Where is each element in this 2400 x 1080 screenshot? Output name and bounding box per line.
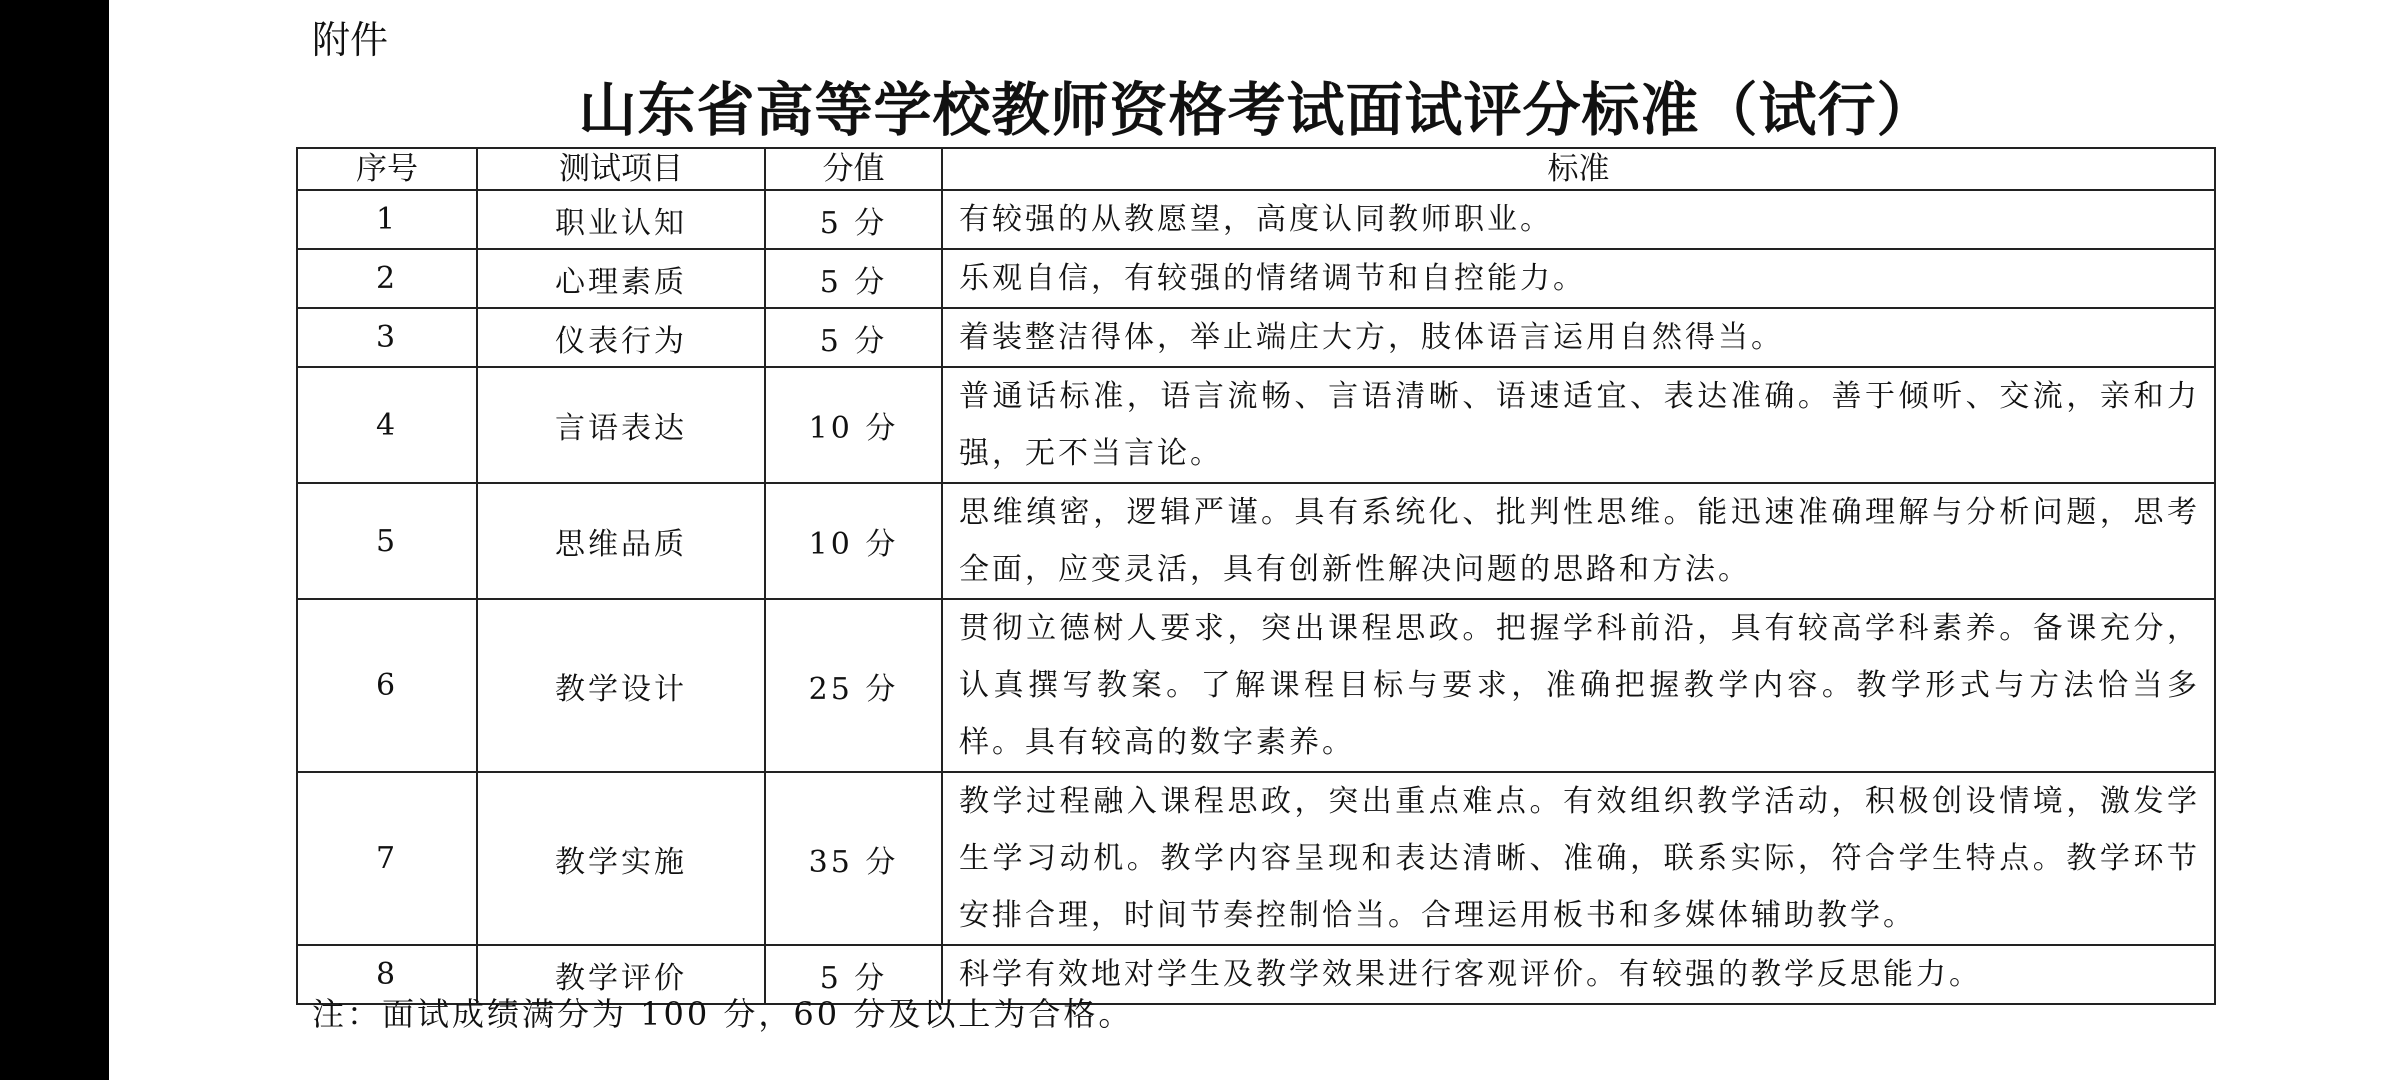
cell-standard: 有较强的从教愿望，高度认同教师职业。 [942, 190, 2215, 249]
cell-score: 10 分 [765, 367, 942, 483]
cell-score: 5 分 [765, 308, 942, 367]
table-row [297, 772, 2215, 945]
cell-score: 5 分 [765, 249, 942, 308]
table-header-row [297, 148, 2215, 190]
document-title: 山东省高等学校教师资格考试面试评分标准（试行） [578, 76, 1936, 144]
table-row [297, 308, 2215, 367]
cell-item: 教学设计 [477, 599, 765, 772]
table-row [297, 249, 2215, 308]
cell-no: 7 [297, 772, 477, 945]
header-score: 分值 [765, 148, 942, 190]
cell-standard: 着装整洁得体，举止端庄大方，肢体语言运用自然得当。 [942, 308, 2215, 367]
cell-no: 6 [297, 599, 477, 772]
cell-score: 5 分 [765, 945, 942, 1004]
cell-item: 职业认知 [477, 190, 765, 249]
table-row [297, 367, 2215, 483]
cell-no: 2 [297, 249, 477, 308]
header-item: 测试项目 [477, 148, 765, 190]
cell-standard: 普通话标准，语言流畅、言语清晰、语速适宜、表达准确。善于倾听、交流，亲和力强，无不当言论。 [942, 367, 2215, 483]
table-row [297, 483, 2215, 599]
cell-standard: 贯彻立德树人要求，突出课程思政。把握学科前沿，具有较高学科素养。备课充分，认真撰写教案。了解课程目标与要求，准确把握教学内容。教学形式与方法恰当多样。具有较高的数字素养。 [942, 599, 2215, 772]
cell-score: 35 分 [765, 772, 942, 945]
cell-score: 25 分 [765, 599, 942, 772]
cell-score: 5 分 [765, 190, 942, 249]
cell-standard: 教学过程融入课程思政，突出重点难点。有效组织教学活动，积极创设情境，激发学生学习动机。教学内容呈现和表达清晰、准确，联系实际，符合学生特点。教学环节安排合理，时间节奏控制恰当。合理运用板书和多媒体辅助教学。 [942, 772, 2215, 945]
cell-no: 3 [297, 308, 477, 367]
cell-standard: 思维缜密，逻辑严谨。具有系统化、批判性思维。能迅速准确理解与分析问题，思考全面，应变灵活，具有创新性解决问题的思路和方法。 [942, 483, 2215, 599]
cell-standard: 科学有效地对学生及教学效果进行客观评价。有较强的教学反思能力。 [942, 945, 2215, 1004]
cell-no: 5 [297, 483, 477, 599]
attachment-label: 附件 [312, 18, 389, 62]
cell-no: 8 [297, 945, 477, 1004]
cell-standard: 乐观自信，有较强的情绪调节和自控能力。 [942, 249, 2215, 308]
table-row [297, 599, 2215, 772]
footnote: 注：面试成绩满分为 100 分，60 分及以上为合格。 [312, 995, 1134, 1033]
cell-item: 教学评价 [477, 945, 765, 1004]
cell-item: 心理素质 [477, 249, 765, 308]
cell-score: 10 分 [765, 483, 942, 599]
scoring-standard-table [296, 147, 2216, 1005]
table-row [297, 190, 2215, 249]
cell-item: 教学实施 [477, 772, 765, 945]
cell-item: 思维品质 [477, 483, 765, 599]
cell-no: 1 [297, 190, 477, 249]
cell-item: 仪表行为 [477, 308, 765, 367]
header-standard: 标准 [942, 148, 2215, 190]
cell-no: 4 [297, 367, 477, 483]
cell-item: 言语表达 [477, 367, 765, 483]
header-no: 序号 [297, 148, 477, 190]
left-black-margin [0, 0, 109, 1080]
